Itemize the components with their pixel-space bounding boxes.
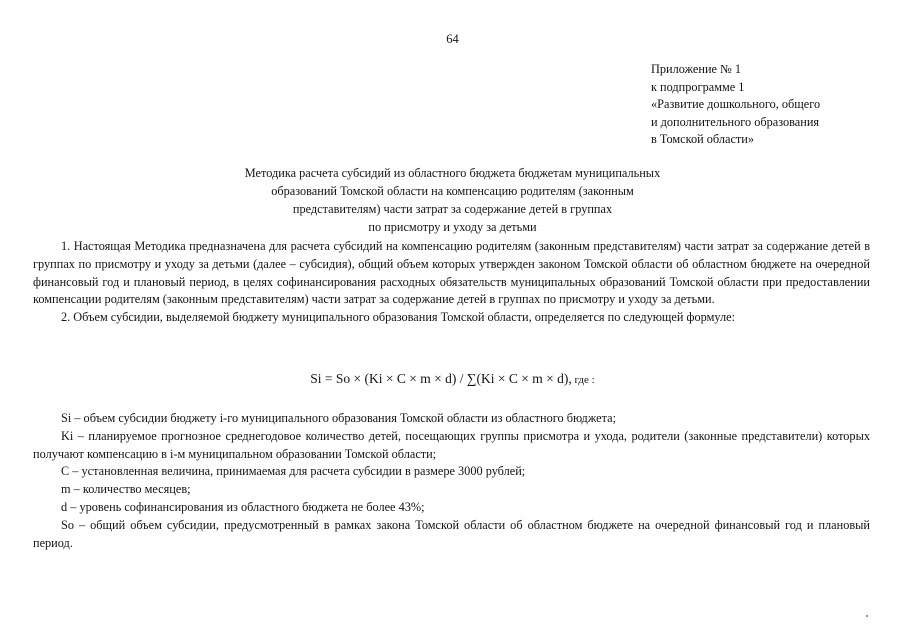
- formula-suffix: где :: [571, 374, 595, 386]
- document-title: [150, 164, 755, 236]
- appendix-line: «Развитие дошкольного, общего: [651, 97, 821, 111]
- page-number: 64: [446, 32, 459, 46]
- formula-expression: Si = So × (Ki × C × m × d) / ∑(Ki × C × m × d),: [310, 371, 572, 386]
- title-line: по присмотру и уходу за детьми: [368, 220, 537, 234]
- appendix-header: [651, 61, 891, 149]
- definition-m: m – количество месяцев;: [61, 482, 191, 497]
- definition-d: d – уровень софинансирования из областного бюджета не более 43%;: [61, 499, 425, 514]
- definition-so: So – общий объем субсидии, предусмотренный в рамках закона Томской области об областном бюджете на очередной финансовый год и плановый период.: [33, 517, 870, 550]
- appendix-line: Приложение № 1: [651, 62, 742, 76]
- title-line: Методика расчета субсидий из областного бюджета бюджетам муниципальных: [244, 166, 661, 180]
- body-text: [33, 238, 870, 327]
- scan-speck: [866, 615, 868, 617]
- appendix-line: в Томской области»: [651, 132, 755, 146]
- appendix-line: и дополнительного образования: [651, 114, 820, 129]
- paragraph-1: 1. Настоящая Методика предназначена для расчета субсидий на компенсацию родителям (законным представителям) части затрат за содержание детей в группах по присмотру и уходу за детьми (далее – субсидия), общий объем которых утвержден законом Томской области об областном бюджете на очередной финансовый год и плановый период, в целях софинансирования расходных обязательств муниципальных образований Томской области при предоставлении компенсации родителям (законным представителям) части затрат за содержание детей в группах по присмотру и уходу за детьми.: [33, 239, 870, 307]
- subsidy-formula: [0, 370, 905, 390]
- appendix-line: к подпрограмме 1: [651, 79, 745, 94]
- title-line: представителям) части затрат за содержание детей в группах: [292, 202, 613, 216]
- paragraph-2: 2. Объем субсидии, выделяемой бюджету муниципального образования Томской области, определяется по следующей формуле:: [61, 310, 735, 325]
- title-line: образований Томской области на компенсацию родителям (законным: [271, 184, 634, 198]
- definition-si: Si – объем субсидии бюджету i-го муниципального образования Томской области из областного бюджета;: [61, 411, 617, 425]
- formula-definitions: [33, 410, 870, 552]
- definition-c: С – установленная величина, принимаемая для расчета субсидии в размере 3000 рублей;: [61, 464, 526, 479]
- definition-ki: Ki – планируемое прогнозное среднегодовое количество детей, посещающих группы присмотра и ухода, родители (законные представители) которых получают компенсацию в i-м муниципальном образовании Томской области;: [33, 428, 870, 461]
